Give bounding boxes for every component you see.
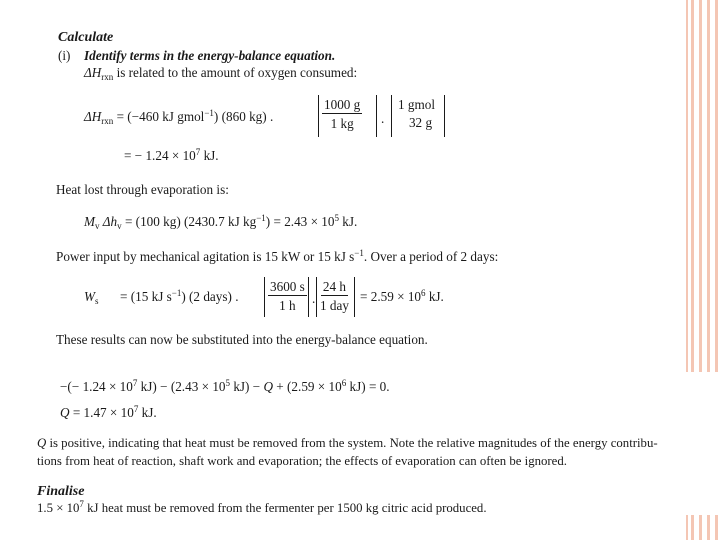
eq1-bar bbox=[391, 95, 392, 137]
step-i-number: (i) bbox=[58, 48, 71, 63]
eq1-fraction-g-per-kg: $\frac{1000 g}{1 kg}$ bbox=[324, 97, 361, 132]
eq3-result: = $2.59 \times 10^6$ kJ. bbox=[360, 288, 444, 304]
eq1-bar bbox=[444, 95, 445, 137]
eq3-bar bbox=[308, 277, 309, 317]
eq1-dot: . bbox=[381, 111, 385, 126]
eq3-fraction-h-per-day: 24 h 1 day bbox=[320, 279, 349, 314]
final-statement: $1.5 \times 10^7$ kJ heat must be removed from the fermenter per 1500 kg citric acid produced. bbox=[37, 499, 487, 515]
heading-calculate: Calculate bbox=[58, 30, 114, 45]
eq2: $M_v$ $\Delta h_v = (100$ kg) (2430.7 kJ $kg^{-1}) = 2.43 \times 10^5$ kJ. bbox=[84, 213, 358, 231]
eq4-energy-balance: −(− $1.24 \times 10^7$ $kJ) - (2.43 \times 10^5$ $kJ) - Q + (2.59 \times 10^6$ kJ) = 0. bbox=[60, 378, 390, 394]
decorative-border-stripes bbox=[682, 0, 720, 540]
explanation-line-2: tions from heat of reaction, shaft work and evaporation; the effects of evaporation can often be ignored. bbox=[37, 454, 567, 468]
substitute-text: These results can now be substituted into the energy-balance equation. bbox=[56, 332, 428, 347]
eq1-fraction-gmol-per-g: 1 gmol 32 g bbox=[398, 97, 435, 131]
step-i-title: Identify terms in the energy-balance equation. bbox=[84, 48, 336, 63]
eq3-dot: . bbox=[312, 291, 316, 306]
eq3-bar bbox=[316, 277, 317, 317]
eq3-bar bbox=[264, 277, 265, 317]
eq3-left: $W_s$ bbox=[84, 289, 99, 306]
dh-related-line: $\Delta H_{rxn}$ is related to the amount of oxygen consumed: bbox=[84, 65, 358, 82]
eq1-bar bbox=[318, 95, 319, 137]
explanation-line-1: Q is positive, indicating that heat must be removed from the system. Note the relative magnitudes of the energy contribu- bbox=[37, 436, 658, 450]
eq3-fraction-s-per-h: $\frac{3600 s}{1 h}$ bbox=[270, 279, 305, 314]
power-input-text: Power input by mechanical agitation is 15 kW or 15 kJ $s^{-1}$. Over a period of 2 days: bbox=[56, 248, 499, 264]
eq3-middle: = (15 kJ $s^{-1}$) (2 days) . bbox=[120, 288, 239, 304]
heat-lost-text: Heat lost through evaporation is: bbox=[56, 182, 229, 197]
eq1-left: $\Delta H_{rxn} = (-460$ kJ gmol$^{-1}$) (860 kg) . bbox=[84, 108, 274, 126]
eq1-bar bbox=[376, 95, 377, 137]
eq3-bar bbox=[354, 277, 355, 317]
eq5-q-result: $Q = 1.47 \times 10^7$ kJ. bbox=[60, 404, 157, 420]
heading-finalise: Finalise bbox=[37, 484, 85, 499]
eq1-result: = − $1.24 \times 10^7$ kJ. bbox=[124, 147, 219, 163]
